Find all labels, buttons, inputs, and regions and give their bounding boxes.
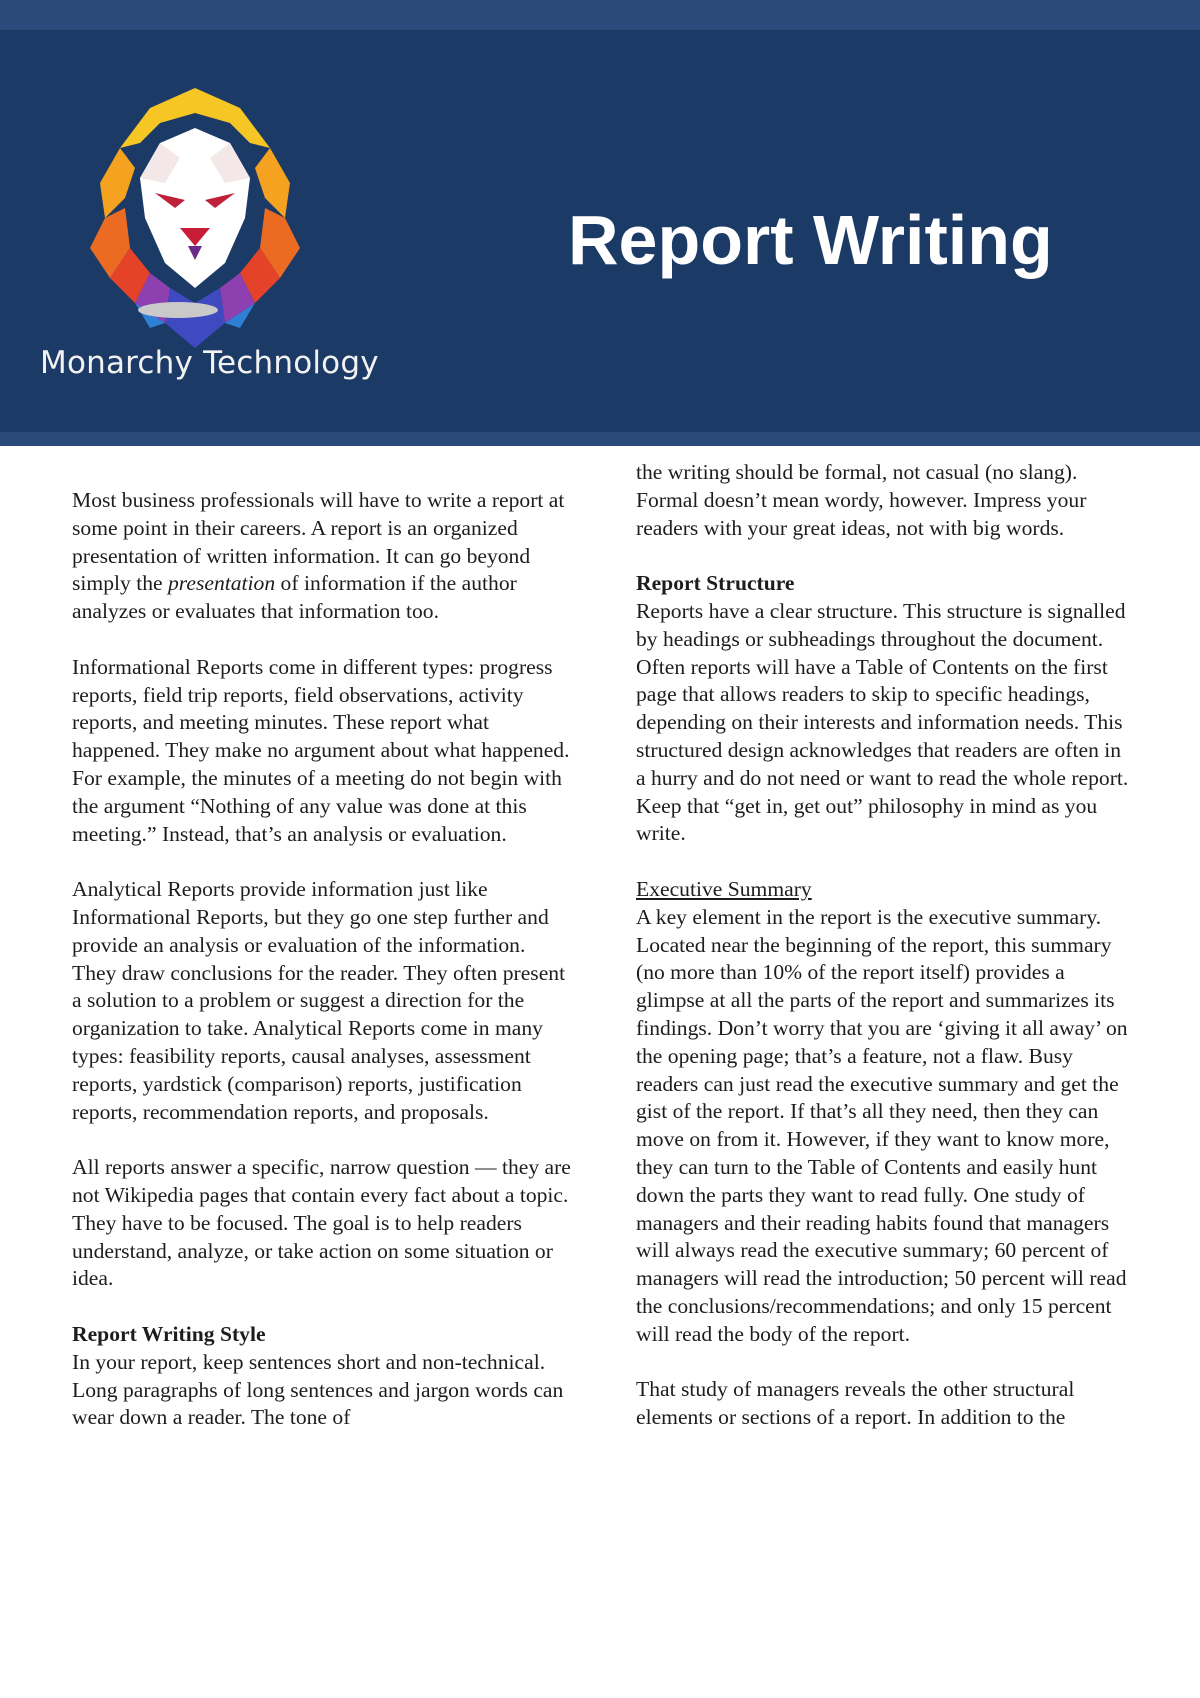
intro-text-2: of information if the author analyzes or evaluates that information too. xyxy=(72,571,517,624)
left-column xyxy=(72,487,572,1460)
header-bottom-strip xyxy=(0,432,1200,446)
brand-name: Monarchy Technology xyxy=(40,345,379,381)
focus-paragraph: All reports answer a specific, narrow question — they are not Wikipedia pages that contain every fact about a topic. They have to be focused. The goal is to help readers understand, analyze, or take action on some situation or idea. xyxy=(72,1155,571,1291)
informational-reports-paragraph: Informational Reports come in different types: progress reports, field trip reports, field observations, activity reports, and meeting minutes. These report what happened. They make no argument about what happened. For example, the minutes of a meeting do not begin with the argument “Nothing of any value was done at this meeting.” Instead, that’s an analysis or evaluation. xyxy=(72,654,570,846)
study-paragraph: That study of managers reveals the other structural elements or sections of a report. In addition to the xyxy=(636,1377,1075,1430)
heading-report-writing-style: Report Writing Style xyxy=(72,1321,266,1346)
intro-emphasis: presentation xyxy=(167,571,276,596)
right-column xyxy=(636,459,1136,1460)
analytical-reports-paragraph: Analytical Reports provide information just like Informational Reports, but they go one step further and provide an analysis or evaluation of the information. They draw conclusions for the reader. They often present a solution to a problem or suggest a direction for the organization to take. Analytical Reports come in many types: feasibility reports, causal analyses, assessment reports, yardstick (comparison) reports, justification reports, recommendation reports, and proposals. xyxy=(72,877,566,1124)
page-title: Report Writing xyxy=(568,201,1053,279)
heading-executive-summary: Executive Summary xyxy=(636,876,812,901)
style-paragraph: In your report, keep sentences short and non-technical. Long paragraphs of long sentences and jargon words can wear down a reader. The tone of xyxy=(72,1349,564,1430)
structure-paragraph: Reports have a clear structure. This structure is signalled by headings or subheadings throughout the document. Often reports will have a Table of Contents on the first page that allows readers to skip to specific headings, depending on their interests and information needs. This structured design acknowledges that readers are often in a hurry and do not need or want to read the whole report. Keep that “get in, get out” philosophy in mind as you write. xyxy=(636,598,1129,846)
intro-text-1: Most business professionals will have to write a report at some point in their careers. A report is an organized presentation of written information. It can go beyond simply the xyxy=(72,488,565,596)
intro-paragraph xyxy=(72,487,572,626)
heading-report-structure: Report Structure xyxy=(636,571,795,596)
header-top-strip xyxy=(0,0,1200,30)
lion-head-logo xyxy=(80,88,310,353)
style-continued-paragraph: the writing should be formal, not casual (no slang). Formal doesn’t mean wordy, however. Impress your readers with your great ideas, not with big words. xyxy=(636,460,1087,540)
executive-summary-paragraph: A key element in the report is the executive summary. Located near the beginning of the report, this summary (no more than 10% of the report itself) provides a glimpse at all the parts of the report and summarizes its findings. Don’t worry that you are ‘giving it all away’ on the opening page; that’s a feature, not a flaw. Busy readers can just read the executive summary and get the gist of the report. If that’s all they need, then they can move on from it. However, if they want to know more, they can turn to the Table of Contents and easily hunt down the parts they want to read fully. One study of managers and their reading habits found that managers will always read the executive summary; 60 percent of managers will read the introduction; 50 percent will read the conclusions/recommendations; and only 15 percent will read the body of the report. xyxy=(636,904,1128,1346)
